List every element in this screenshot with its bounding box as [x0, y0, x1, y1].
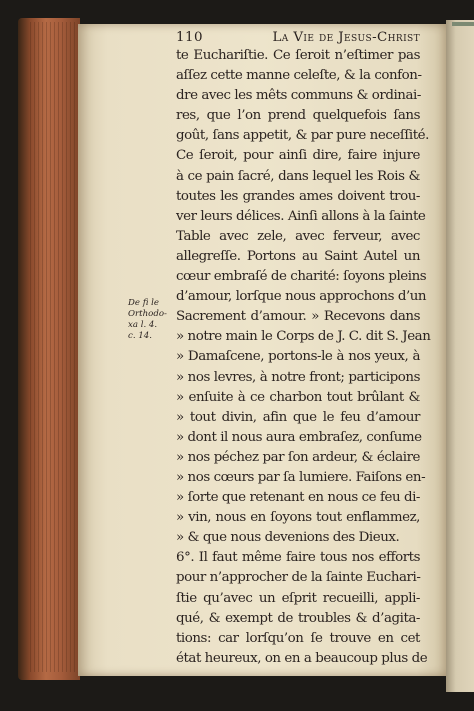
- page-number: 110: [176, 30, 204, 45]
- text-line: » Damaſcene, portons-le à nos yeux, à: [176, 349, 420, 365]
- text-line: qué, & exempt de troubles & d’agita-: [176, 610, 420, 626]
- text-line: » nos péchez par ſon ardeur, & éclaire: [176, 449, 420, 465]
- text-line: Table avec zele, avec ferveur, avec: [176, 228, 420, 244]
- text-line: d’amour, lorſque nous approchons d’un: [176, 289, 427, 305]
- margin-note: [128, 298, 176, 342]
- text-line: dre avec les mêts communs & ordinai-: [176, 88, 421, 104]
- text-line: » ſorte que retenant en nous ce feu di-: [176, 490, 420, 506]
- text-line: aſſez cette manne celeſte, & la confon-: [176, 68, 422, 84]
- text-line: Sacrement d’amour. » Recevons dans: [176, 309, 420, 325]
- text-line: » tout divin, afin que le feu d’amour: [176, 409, 420, 425]
- page-header: [176, 30, 420, 45]
- text-line: toutes les grandes ames doivent trou-: [176, 188, 420, 204]
- text-line: allegreſſe. Portons au Saint Autel un: [176, 248, 420, 264]
- text-line: » enſuite à ce charbon tout brûlant &: [176, 389, 420, 405]
- page-stack: [30, 22, 78, 672]
- text-line: pour n’approcher de la ſainte Euchari-: [176, 570, 421, 586]
- text-line: » notre main le Corps de J. C. dit S. Jean: [176, 329, 431, 345]
- text-line: état heureux, on en a beaucoup plus de: [176, 650, 428, 666]
- text-line: » & que nous devenions des Dieux.: [176, 530, 400, 546]
- running-title: La Vie de Jesus-Christ: [272, 30, 420, 45]
- ribbon-marker: [452, 22, 474, 26]
- text-line: à ce pain ſacré, dans lequel les Rois &: [176, 168, 420, 184]
- text-line: Ce ſeroit, pour ainſi dire, faire injure: [176, 148, 420, 164]
- text-line: goût, ſans appetit, & par pure neceſſité.: [176, 128, 429, 144]
- text-line: ver leurs délices. Ainſi allons à la ſainte: [176, 208, 426, 224]
- text-line: cœur embraſé de charité: ſoyons pleins: [176, 269, 427, 285]
- text-line: » nos levres, à notre front; participons: [176, 369, 420, 385]
- margin-note-line: xa l. 4.: [128, 320, 158, 330]
- text-line: te Euchariſtie. Ce ſeroit n’eſtimer pas: [176, 48, 420, 63]
- body-text: [176, 46, 431, 669]
- margin-note-line: De fi le: [128, 298, 160, 308]
- text-line: » nos cœurs par ſa lumiere. Faiſons en-: [176, 469, 426, 485]
- facing-page-edge: [446, 20, 474, 692]
- text-line: 6°. Il faut même faire tous nos efforts: [176, 550, 420, 566]
- margin-note-line: Orthodo-: [128, 309, 167, 319]
- text-line: ſtie qu’avec un eſprit recueilli, appli-: [176, 590, 420, 606]
- text-line: » dont il nous aura embraſez, conſume: [176, 429, 422, 445]
- margin-note-line: c. 14.: [128, 331, 152, 341]
- text-line: tions: car lorſqu’on ſe trouve en cet: [176, 630, 420, 646]
- text-line: » vin, nous en ſoyons tout enflammez,: [176, 510, 420, 526]
- text-line: res, que l’on prend quelquefois ſans: [176, 108, 420, 124]
